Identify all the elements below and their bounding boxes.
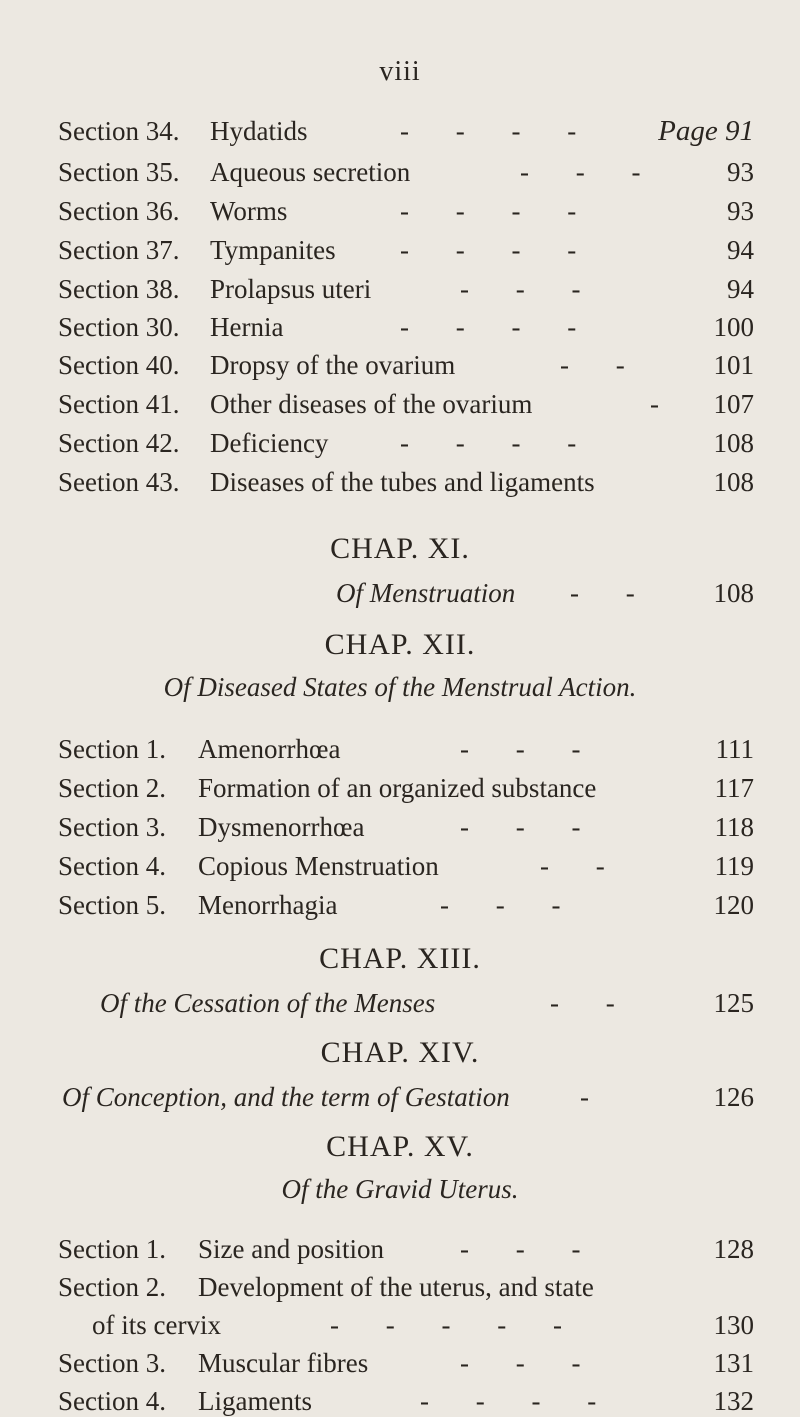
toc-row [0,1082,800,1112]
dot-leader: - - - - [420,1386,597,1416]
entry-page: 130 [713,1310,754,1340]
toc-row [0,1310,800,1340]
entry-page: 126 [713,1082,754,1112]
entry-title: Formation of an organized substance [198,773,597,803]
dot-leader: - - - [520,157,641,187]
entry-page: 132 [713,1386,754,1416]
dot-leader: - - [570,578,635,608]
section-label: Section 3. [58,812,166,842]
page-number: viii [379,56,421,87]
chapter-title: Of Menstruation [336,578,516,608]
section-label: Section 2. [58,1272,166,1302]
entry-title: Other diseases of the ovarium [210,389,533,419]
toc-row [0,988,800,1018]
entry-title: Development of the uterus, and state [198,1272,594,1302]
dot-leader: - - - - [400,428,577,458]
entry-page: 100 [713,312,754,342]
entry-page: 101 [713,350,754,380]
section-label: Section 4. [58,851,166,881]
entry-title: Menorrhagia [198,890,338,920]
chapter-heading: CHAP. XIII. [319,942,481,975]
toc-row [0,578,800,608]
toc-row [0,851,800,881]
toc-row [0,773,800,803]
section-label: Section 30. [58,312,180,342]
chapter-heading: CHAP. XV. [326,1130,474,1163]
toc-row [0,734,800,764]
entry-page: 131 [713,1348,754,1378]
toc-row [0,312,800,342]
dot-leader: - - - [460,1234,581,1264]
chapter-title: Of Conception, and the term of Gestation [62,1082,510,1112]
entry-title: Diseases of the tubes and ligaments [210,467,595,497]
section-label: Section 2. [58,773,166,803]
toc-row [0,116,800,146]
dot-leader: - - - [460,1348,581,1378]
chapter-subtitle: Of Diseased States of the Menstrual Action. [163,672,637,702]
section-label: Section 5. [58,890,166,920]
dot-leader: - [580,1082,589,1112]
dot-leader: - - [550,988,615,1018]
toc-row [0,1386,800,1416]
entry-page: 125 [713,988,754,1018]
dot-leader: - - [560,350,625,380]
entry-page: 94 [727,235,754,265]
entry-page: 111 [715,734,754,764]
entry-title: Dropsy of the ovarium [210,350,456,380]
toc-row [0,274,800,304]
dot-leader: - - - - [400,312,577,342]
entry-title: Amenorrhœa [198,734,341,764]
chapter-heading: CHAP. XIV. [320,1036,480,1069]
dot-leader: - - - - [400,235,577,265]
section-label: Seetion 43. [58,467,180,497]
entry-page: 117 [714,773,754,803]
chapter-heading: CHAP. XII. [324,628,476,661]
dot-leader: - - - [460,734,581,764]
dot-leader: - [650,389,659,419]
section-label: Section 1. [58,734,166,764]
entry-page: 93 [727,196,754,226]
entry-page: 108 [713,467,754,497]
toc-row [0,1348,800,1378]
entry-page: 120 [713,890,754,920]
section-label: Section 42. [58,428,180,458]
entry-page: 108 [713,428,754,458]
entry-page: 118 [714,812,754,842]
entry-page: 119 [714,851,754,881]
page-header: Page 91 [658,115,754,147]
entry-title-continued: of its cervix [92,1310,221,1340]
dot-leader: - - - [460,812,581,842]
toc-row [0,890,800,920]
entry-title: Hernia [210,312,284,342]
section-label: Section 34. [58,116,180,146]
toc-row [0,428,800,458]
section-label: Section 3. [58,1348,166,1378]
toc-row [0,1234,800,1264]
dot-leader: - - - [440,890,561,920]
toc-row [0,467,800,497]
toc-row [0,157,800,187]
section-label: Section 41. [58,389,180,419]
chapter-title: Of the Cessation of the Menses [100,988,436,1018]
chapter-subtitle: Of the Gravid Uterus. [281,1174,519,1204]
section-label: Section 38. [58,274,180,304]
entry-title: Hydatids [210,116,308,146]
entry-title: Muscular fibres [198,1348,369,1378]
toc-row [0,389,800,419]
dot-leader: - - - - [400,196,577,226]
entry-title: Copious Menstruation [198,851,439,881]
entry-page: 107 [713,389,754,419]
entry-title: Ligaments [198,1386,312,1416]
dot-leader: - - - [460,274,581,304]
toc-row [0,196,800,226]
entry-title: Prolapsus uteri [210,274,372,304]
section-label: Section 1. [58,1234,166,1264]
entry-title: Dysmenorrhœa [198,812,365,842]
dot-leader: - - - - - [330,1310,562,1340]
toc-row [0,1272,800,1302]
dot-leader: - - [540,851,605,881]
entry-title: Aqueous secretion [210,157,411,187]
entry-page: 94 [727,274,754,304]
chapter-heading: CHAP. XI. [330,532,470,565]
entry-title: Size and position [198,1234,384,1264]
entry-title: Deficiency [210,428,329,458]
toc-row [0,812,800,842]
entry-title: Worms [210,196,288,226]
section-label: Section 4. [58,1386,166,1416]
section-label: Section 40. [58,350,180,380]
dot-leader: - - - - [400,116,577,146]
toc-row [0,350,800,380]
section-label: Section 35. [58,157,180,187]
section-label: Section 36. [58,196,180,226]
section-label: Section 37. [58,235,180,265]
entry-page: 128 [713,1234,754,1264]
entry-page: 93 [727,157,754,187]
entry-title: Tympanites [210,235,336,265]
entry-page: 108 [713,578,754,608]
toc-row [0,235,800,265]
